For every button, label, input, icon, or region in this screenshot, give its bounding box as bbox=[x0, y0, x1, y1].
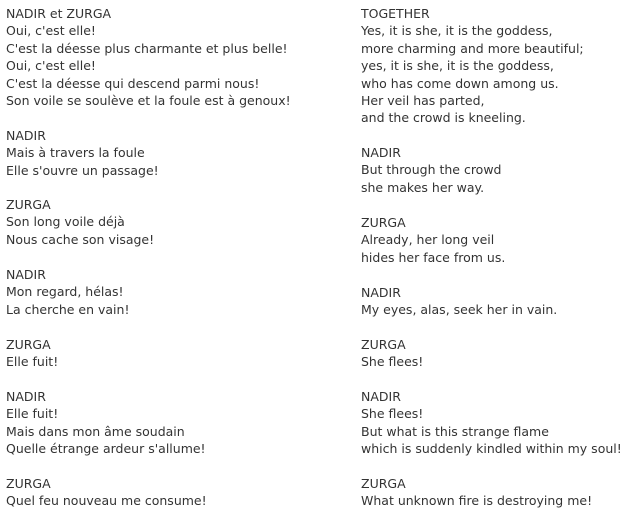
french-line: Quel feu nouveau me consume! bbox=[6, 493, 207, 509]
french-line: Son long voile déjà bbox=[6, 214, 125, 230]
french-line: Son voile se soulève et la foule est à genoux! bbox=[6, 93, 291, 109]
french-stanza bbox=[6, 336, 58, 371]
english-line: who has come down among us. bbox=[361, 75, 559, 91]
english-line: She flees! bbox=[361, 354, 424, 370]
french-stanza bbox=[6, 475, 207, 510]
english-line: more charming and more beautiful; bbox=[361, 40, 584, 56]
speaker-name: TOGETHER bbox=[361, 6, 430, 21]
english-line: Her veil has parted, bbox=[361, 93, 485, 109]
english-stanza bbox=[361, 388, 622, 458]
speaker-name: NADIR bbox=[6, 389, 46, 404]
english-stanza bbox=[361, 284, 557, 319]
english-line: which is suddenly kindled within my soul! bbox=[361, 441, 622, 457]
french-line: Elle fuit! bbox=[6, 354, 59, 370]
french-stanza bbox=[6, 266, 129, 318]
english-stanza bbox=[361, 5, 584, 127]
french-line: Elle fuit! bbox=[6, 406, 59, 422]
french-line: Nous cache son visage! bbox=[6, 231, 155, 247]
french-stanza bbox=[6, 388, 206, 458]
french-line: Mon regard, hélas! bbox=[6, 284, 124, 300]
english-line: But what is this strange flame bbox=[361, 423, 549, 439]
english-line: and the crowd is kneeling. bbox=[361, 110, 526, 126]
speaker-name: NADIR et ZURGA bbox=[6, 6, 112, 21]
english-line: hides her face from us. bbox=[361, 249, 506, 265]
speaker-name: ZURGA bbox=[6, 197, 51, 212]
french-line: Oui, c'est elle! bbox=[6, 23, 96, 39]
french-stanza bbox=[6, 127, 159, 179]
english-line: Yes, it is she, it is the goddess, bbox=[361, 23, 553, 39]
french-line: La cherche en vain! bbox=[6, 301, 130, 317]
english-line: What unknown fire is destroying me! bbox=[361, 493, 593, 509]
english-line: she makes her way. bbox=[361, 179, 485, 195]
english-line: yes, it is she, it is the goddess, bbox=[361, 58, 554, 74]
english-stanza bbox=[361, 475, 592, 510]
french-stanza bbox=[6, 5, 291, 109]
speaker-name: NADIR bbox=[361, 389, 401, 404]
french-line: Elle s'ouvre un passage! bbox=[6, 162, 159, 178]
speaker-name: ZURGA bbox=[6, 337, 51, 352]
speaker-name: NADIR bbox=[6, 267, 46, 282]
french-line: Mais dans mon âme soudain bbox=[6, 423, 185, 439]
speaker-name: ZURGA bbox=[361, 215, 406, 230]
speaker-name: ZURGA bbox=[361, 337, 406, 352]
english-stanza bbox=[361, 214, 505, 266]
french-stanza bbox=[6, 196, 154, 248]
english-line: Already, her long veil bbox=[361, 232, 495, 248]
english-line: She flees! bbox=[361, 406, 424, 422]
french-line: Mais à travers la foule bbox=[6, 145, 145, 161]
french-line: C'est la déesse qui descend parmi nous! bbox=[6, 75, 260, 91]
speaker-name: ZURGA bbox=[361, 476, 406, 491]
french-line: Quelle étrange ardeur s'allume! bbox=[6, 441, 206, 457]
english-line: My eyes, alas, seek her in vain. bbox=[361, 302, 558, 318]
speaker-name: ZURGA bbox=[6, 476, 51, 491]
english-line: But through the crowd bbox=[361, 162, 502, 178]
french-line: C'est la déesse plus charmante et plus belle! bbox=[6, 40, 288, 56]
french-line: Oui, c'est elle! bbox=[6, 58, 96, 74]
english-stanza bbox=[361, 144, 502, 196]
speaker-name: NADIR bbox=[6, 128, 46, 143]
speaker-name: NADIR bbox=[361, 145, 401, 160]
english-stanza bbox=[361, 336, 423, 371]
speaker-name: NADIR bbox=[361, 285, 401, 300]
